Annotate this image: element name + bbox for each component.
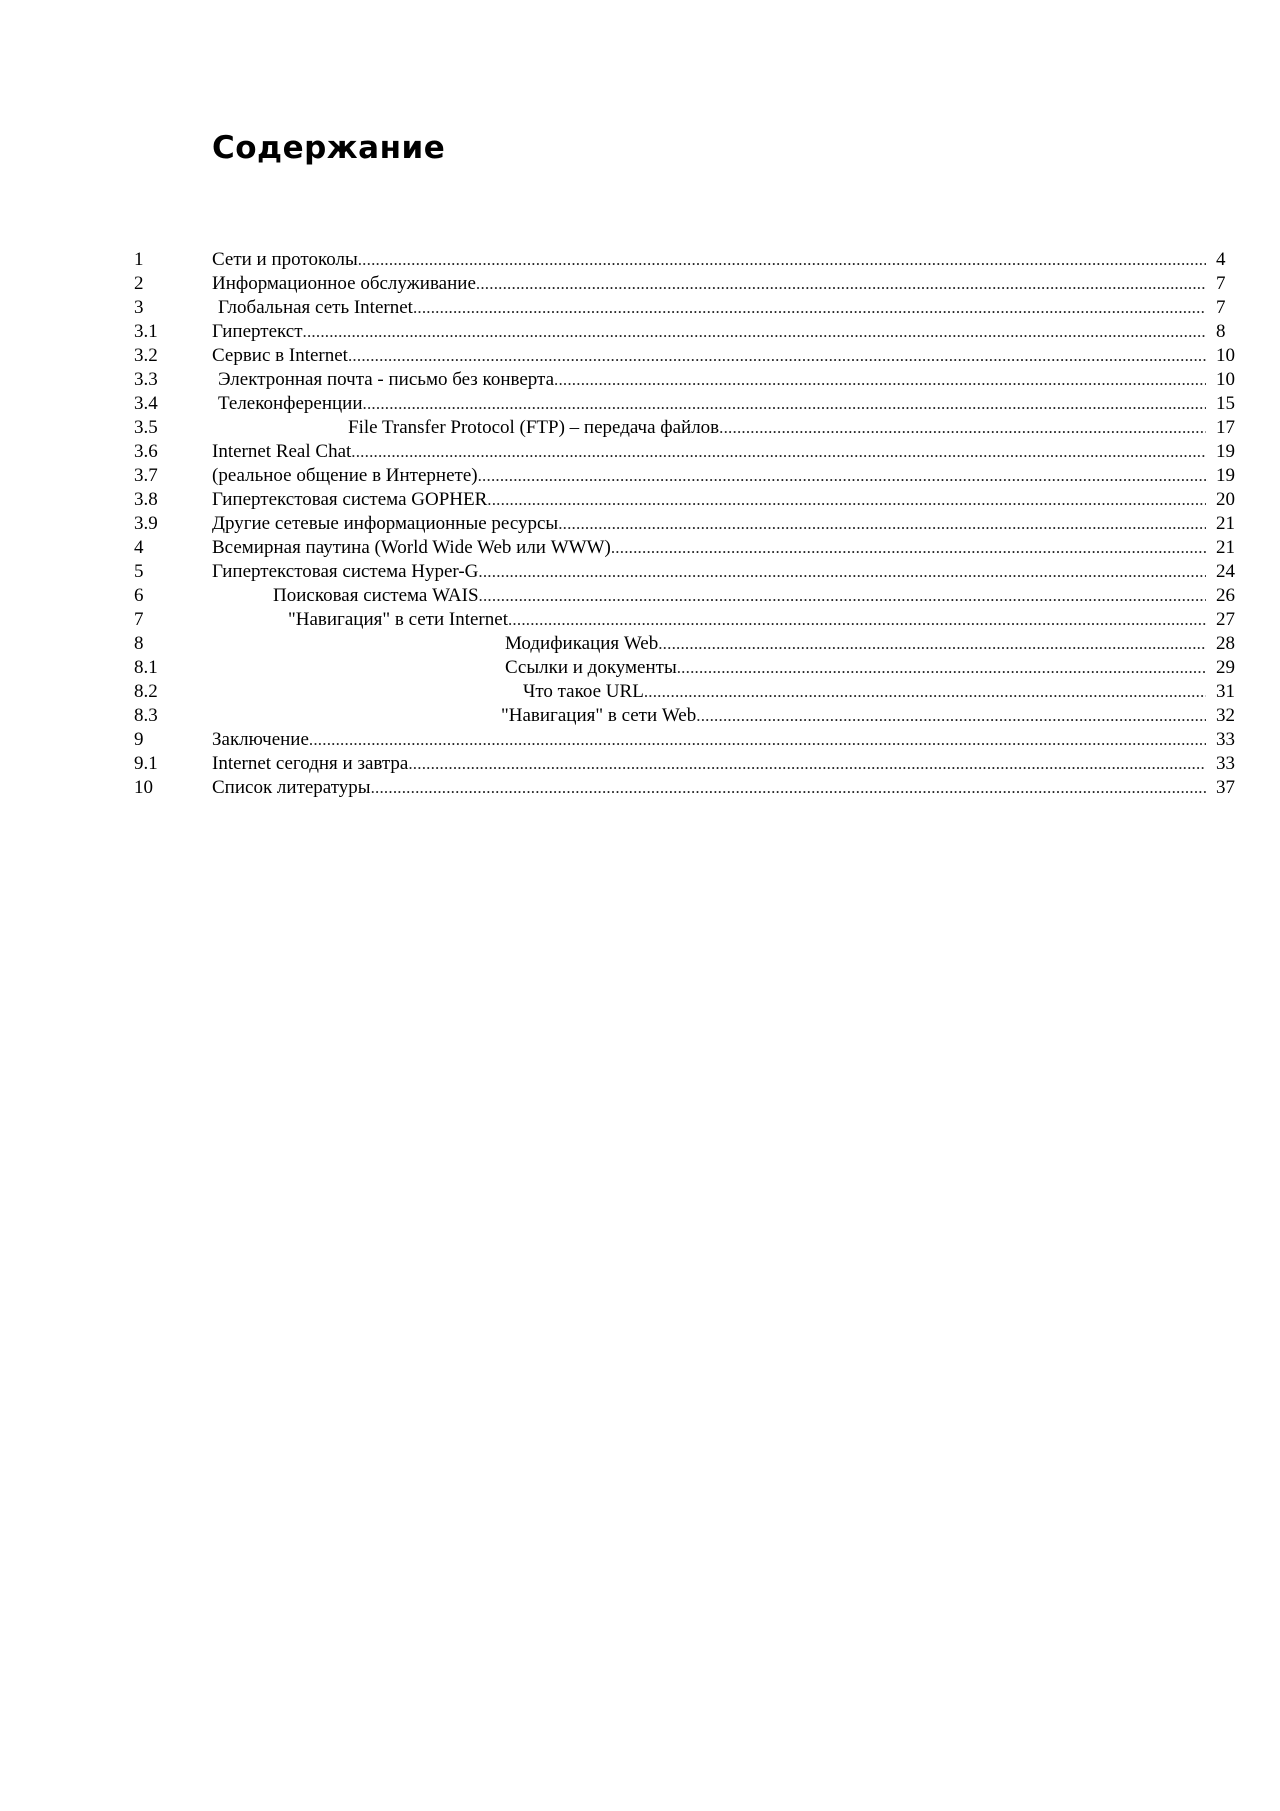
toc-entry-page: 21 bbox=[1216, 513, 1235, 534]
toc-entry-page: 7 bbox=[1216, 297, 1226, 318]
toc-entry[interactable] bbox=[134, 488, 1235, 512]
toc-entry-page: 19 bbox=[1216, 441, 1235, 462]
toc-entry-title: Гипертекстовая система GOPHER bbox=[212, 489, 488, 510]
toc-entry[interactable] bbox=[134, 416, 1235, 440]
toc-entry-page: 10 bbox=[1216, 369, 1235, 390]
toc-entry-title: Internet Real Chat bbox=[212, 441, 352, 462]
toc-dot-leader bbox=[611, 536, 1206, 560]
toc-dot-leader bbox=[554, 368, 1206, 392]
toc-entry-line bbox=[212, 320, 1242, 344]
toc-entry-number: 2 bbox=[134, 273, 144, 294]
toc-entry-number: 3.8 bbox=[134, 489, 158, 510]
toc-entry-line bbox=[212, 512, 1242, 536]
toc-dot-leader bbox=[358, 248, 1206, 272]
toc-entry-number: 3.4 bbox=[134, 393, 158, 414]
page-title: Содержание bbox=[212, 130, 446, 166]
toc-entry-line bbox=[212, 392, 1242, 416]
toc-entry-title: Заключение bbox=[212, 729, 309, 750]
toc-entry[interactable] bbox=[134, 392, 1235, 416]
toc-entry-number: 3.2 bbox=[134, 345, 158, 366]
toc-entry-line bbox=[212, 560, 1242, 584]
toc-entry-page: 10 bbox=[1216, 345, 1235, 366]
toc-entry-number: 1 bbox=[134, 249, 144, 270]
toc-entry-line bbox=[212, 440, 1242, 464]
toc-entry-line bbox=[212, 464, 1242, 488]
toc-entry-line bbox=[212, 536, 1242, 560]
toc-dot-leader bbox=[677, 656, 1206, 680]
toc-dot-leader bbox=[478, 560, 1206, 584]
toc-dot-leader bbox=[478, 464, 1206, 488]
toc-entry-number: 7 bbox=[134, 609, 144, 630]
toc-entry-title: Глобальная сеть Internet bbox=[212, 296, 413, 320]
toc-entry-page: 37 bbox=[1216, 777, 1235, 798]
toc-dot-leader bbox=[719, 416, 1206, 440]
toc-entry[interactable] bbox=[134, 704, 1235, 728]
toc-entry-title: Сервис в Internet bbox=[212, 345, 348, 366]
toc-entry-number: 4 bbox=[134, 537, 144, 558]
toc-entry-title: Другие сетевые информационные ресурсы bbox=[212, 513, 559, 534]
toc-entry-title: Список литературы bbox=[212, 777, 371, 798]
toc-entry-number: 3.5 bbox=[134, 417, 158, 438]
toc-dot-leader bbox=[351, 440, 1206, 464]
toc-entry[interactable] bbox=[134, 656, 1235, 680]
toc-entry[interactable] bbox=[134, 536, 1235, 560]
toc-entry-number: 3.1 bbox=[134, 321, 158, 342]
toc-entry-number: 9.1 bbox=[134, 753, 158, 774]
toc-dot-leader bbox=[303, 320, 1206, 344]
toc-dot-leader bbox=[348, 344, 1206, 368]
toc-entry-title: (реальное общение в Интернете) bbox=[212, 465, 478, 486]
toc-dot-leader bbox=[363, 392, 1206, 416]
toc-entry-line bbox=[212, 272, 1242, 296]
toc-entry-number: 5 bbox=[134, 561, 144, 582]
toc-entry-line bbox=[212, 752, 1242, 776]
toc-entry-page: 27 bbox=[1216, 609, 1235, 630]
toc-entry-line bbox=[212, 704, 1242, 728]
toc-entry-page: 31 bbox=[1216, 681, 1235, 702]
toc-entry[interactable] bbox=[134, 320, 1226, 344]
toc-entry-number: 3.9 bbox=[134, 513, 158, 534]
toc-entry-page: 26 bbox=[1216, 585, 1235, 606]
toc-entry-page: 7 bbox=[1216, 273, 1226, 294]
toc-entry[interactable] bbox=[134, 584, 1235, 608]
toc-dot-leader bbox=[696, 704, 1206, 728]
toc-entry[interactable] bbox=[134, 632, 1235, 656]
toc-entry-number: 9 bbox=[134, 729, 144, 750]
toc-entry-line bbox=[212, 680, 1242, 704]
toc-entry-line bbox=[212, 296, 1242, 320]
toc-entry-title: Гипертекстовая система Hyper-G bbox=[212, 561, 479, 582]
toc-dot-leader bbox=[508, 608, 1206, 632]
toc-entry[interactable] bbox=[134, 752, 1235, 776]
toc-entry-line bbox=[212, 656, 1242, 680]
toc-entry-page: 32 bbox=[1216, 705, 1235, 726]
toc-entry-line bbox=[212, 608, 1242, 632]
toc-dot-leader bbox=[658, 632, 1206, 656]
toc-entry-title: Телеконференции bbox=[212, 392, 363, 416]
toc-entry[interactable] bbox=[134, 680, 1235, 704]
toc-dot-leader bbox=[309, 728, 1206, 752]
toc-entry[interactable] bbox=[134, 344, 1235, 368]
toc-entry-line bbox=[212, 632, 1242, 656]
toc-entry-line bbox=[212, 488, 1242, 512]
toc-dot-leader bbox=[476, 272, 1206, 296]
toc-entry-number: 3.3 bbox=[134, 369, 158, 390]
toc-entry-title: "Навигация" в сети Web bbox=[212, 704, 696, 728]
toc-entry-title: Ссылки и документы bbox=[212, 656, 677, 680]
toc-entry[interactable] bbox=[134, 776, 1235, 800]
toc-entry-page: 15 bbox=[1216, 393, 1235, 414]
toc-entry-page: 17 bbox=[1216, 417, 1235, 438]
toc-entry-line bbox=[212, 344, 1242, 368]
toc-entry-title: Информационное обслуживание bbox=[212, 273, 476, 294]
toc-entry-number: 3 bbox=[134, 297, 144, 318]
toc-entry-line bbox=[212, 776, 1242, 800]
toc-entry-number: 3.6 bbox=[134, 441, 158, 462]
toc-entry-line bbox=[212, 416, 1242, 440]
toc-entry-page: 33 bbox=[1216, 729, 1235, 750]
toc-entry-number: 10 bbox=[134, 777, 153, 798]
toc-entry-title: Что такое URL bbox=[212, 680, 644, 704]
toc-entry-number: 6 bbox=[134, 585, 144, 606]
toc-entry-number: 8 bbox=[134, 633, 144, 654]
toc-dot-leader bbox=[479, 584, 1206, 608]
toc-entry-page: 24 bbox=[1216, 561, 1235, 582]
toc-entry-page: 28 bbox=[1216, 633, 1235, 654]
toc-entry-line bbox=[212, 248, 1242, 272]
toc-entry-page: 19 bbox=[1216, 465, 1235, 486]
toc-entry-title: Всемирная паутина (World Wide Web или WWW) bbox=[212, 537, 611, 558]
toc-entry-title: Электронная почта - письмо без конверта bbox=[212, 368, 554, 392]
toc-entry-title: Гипертекст bbox=[212, 321, 303, 342]
toc-entry[interactable] bbox=[134, 272, 1226, 296]
toc-entry[interactable] bbox=[134, 248, 1226, 272]
toc-entry[interactable] bbox=[134, 296, 1226, 320]
toc-entry[interactable] bbox=[134, 440, 1235, 464]
toc-entry-page: 20 bbox=[1216, 489, 1235, 510]
toc-dot-leader bbox=[644, 680, 1206, 704]
toc-entry-line bbox=[212, 368, 1242, 392]
toc-dot-leader bbox=[413, 296, 1206, 320]
toc-entry-title: File Transfer Protocol (FTP) – передача файлов bbox=[212, 416, 719, 440]
toc-entry-number: 8.2 bbox=[134, 681, 158, 702]
toc-entry[interactable] bbox=[134, 368, 1235, 392]
toc-entry[interactable] bbox=[134, 512, 1235, 536]
toc-entry[interactable] bbox=[134, 560, 1235, 584]
toc-entry-number: 8.1 bbox=[134, 657, 158, 678]
toc-entry-page: 8 bbox=[1216, 321, 1226, 342]
toc-entry-line bbox=[212, 584, 1242, 608]
toc-dot-leader bbox=[487, 488, 1206, 512]
toc-entry[interactable] bbox=[134, 728, 1235, 752]
toc-entry[interactable] bbox=[134, 464, 1235, 488]
toc-entry-page: 21 bbox=[1216, 537, 1235, 558]
toc-entry-title: "Навигация" в сети Internet bbox=[212, 608, 508, 632]
toc-dot-leader bbox=[408, 752, 1206, 776]
toc-entry-title: Сети и протоколы bbox=[212, 249, 358, 270]
toc-entry-page: 29 bbox=[1216, 657, 1235, 678]
toc-entry-number: 8.3 bbox=[134, 705, 158, 726]
toc-dot-leader bbox=[558, 512, 1206, 536]
toc-dot-leader bbox=[371, 776, 1206, 800]
table-of-contents bbox=[134, 248, 1235, 800]
toc-entry-title: Поисковая система WAIS bbox=[212, 584, 479, 608]
toc-entry[interactable] bbox=[134, 608, 1235, 632]
toc-entry-page: 4 bbox=[1216, 249, 1226, 270]
toc-entry-page: 33 bbox=[1216, 753, 1235, 774]
toc-entry-title: Модификация Web bbox=[212, 632, 658, 656]
toc-entry-line bbox=[212, 728, 1242, 752]
toc-entry-number: 3.7 bbox=[134, 465, 158, 486]
toc-entry-title: Internet сегодня и завтра bbox=[212, 753, 409, 774]
